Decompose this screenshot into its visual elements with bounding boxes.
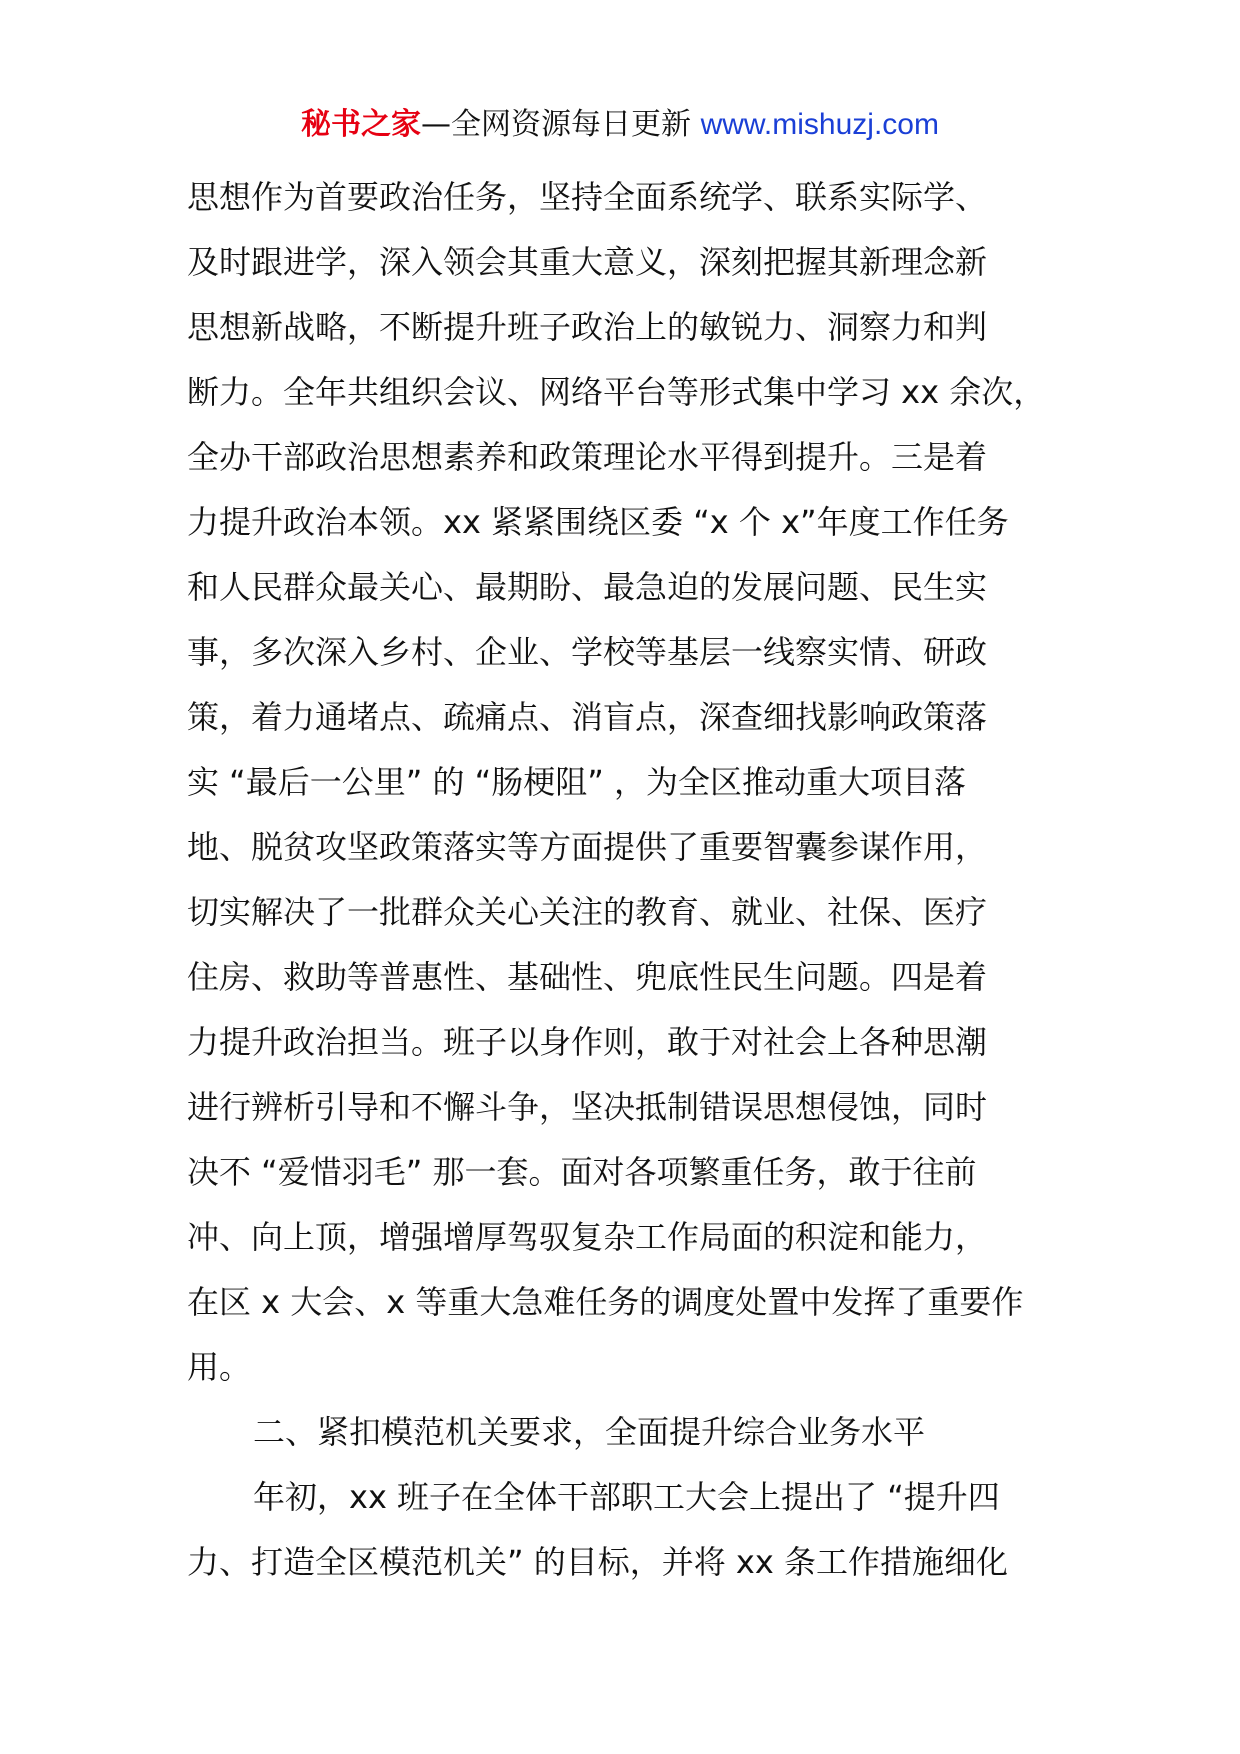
text-line: 全办干部政治思想素养和政策理论水平得到提升。三是着: [187, 438, 988, 476]
text-line: 用。: [187, 1348, 252, 1386]
text-line: 在区 x 大会、x 等重大急难任务的调度处置中发挥了重要作: [187, 1283, 1024, 1321]
text-line: 切实解决了一批群众关心关注的教育、就业、社保、医疗: [187, 893, 988, 931]
text-line: 断力。全年共组织会议、网络平台等形式集中学习 xx 余次，: [187, 373, 1046, 411]
text-line: 地、脱贫攻坚政策落实等方面提供了重要智囊参谋作用，: [187, 828, 988, 866]
text-line: 住房、救助等普惠性、基础性、兜底性民生问题。四是着: [187, 958, 988, 996]
site-url[interactable]: www.mishuzj.com: [700, 108, 939, 141]
section-heading: 二、紧扣模范机关要求，全面提升综合业务水平: [253, 1413, 926, 1451]
text-line: 力提升政治担当。班子以身作则，敢于对社会上各种思潮: [187, 1023, 988, 1061]
text-line: 力、打造全区模范机关” 的目标，并将 xx 条工作措施细化: [187, 1543, 1008, 1581]
page-header: [0, 100, 1240, 150]
text-line: 思想新战略，不断提升班子政治上的敏锐力、洞察力和判: [187, 308, 988, 346]
header-slogan: —全网资源每日更新: [421, 107, 701, 142]
text-line: 策，着力通堵点、疏痛点、消盲点，深查细找影响政策落: [187, 698, 988, 736]
text-line: 进行辨析引导和不懈斗争，坚决抵制错误思想侵蚀，同时: [187, 1088, 988, 1126]
text-line: 决不 “爱惜羽毛” 那一套。面对各项繁重任务，敢于往前: [187, 1153, 977, 1191]
document-body: [187, 165, 1067, 1595]
text-line: 实 “最后一公里” 的 “肠梗阻” ，为全区推动重大项目落: [187, 763, 967, 801]
text-line: 事，多次深入乡村、企业、学校等基层一线察实情、研政: [187, 633, 988, 671]
text-line: 力提升政治本领。xx 紧紧围绕区委 “x 个 x”年度工作任务: [187, 503, 1009, 541]
paragraph-first-line: 年初，xx 班子在全体干部职工大会上提出了 “提升四: [253, 1478, 1000, 1516]
text-line: 及时跟进学，深入领会其重大意义，深刻把握其新理念新: [187, 243, 988, 281]
brand-name: 秘书之家: [301, 107, 422, 142]
text-line: 和人民群众最关心、最期盼、最急迫的发展问题、民生实: [187, 568, 988, 606]
text-line: 冲、向上顶，增强增厚驾驭复杂工作局面的积淀和能力，: [187, 1218, 988, 1256]
text-line: 思想作为首要政治任务，坚持全面系统学、联系实际学、: [187, 178, 988, 216]
